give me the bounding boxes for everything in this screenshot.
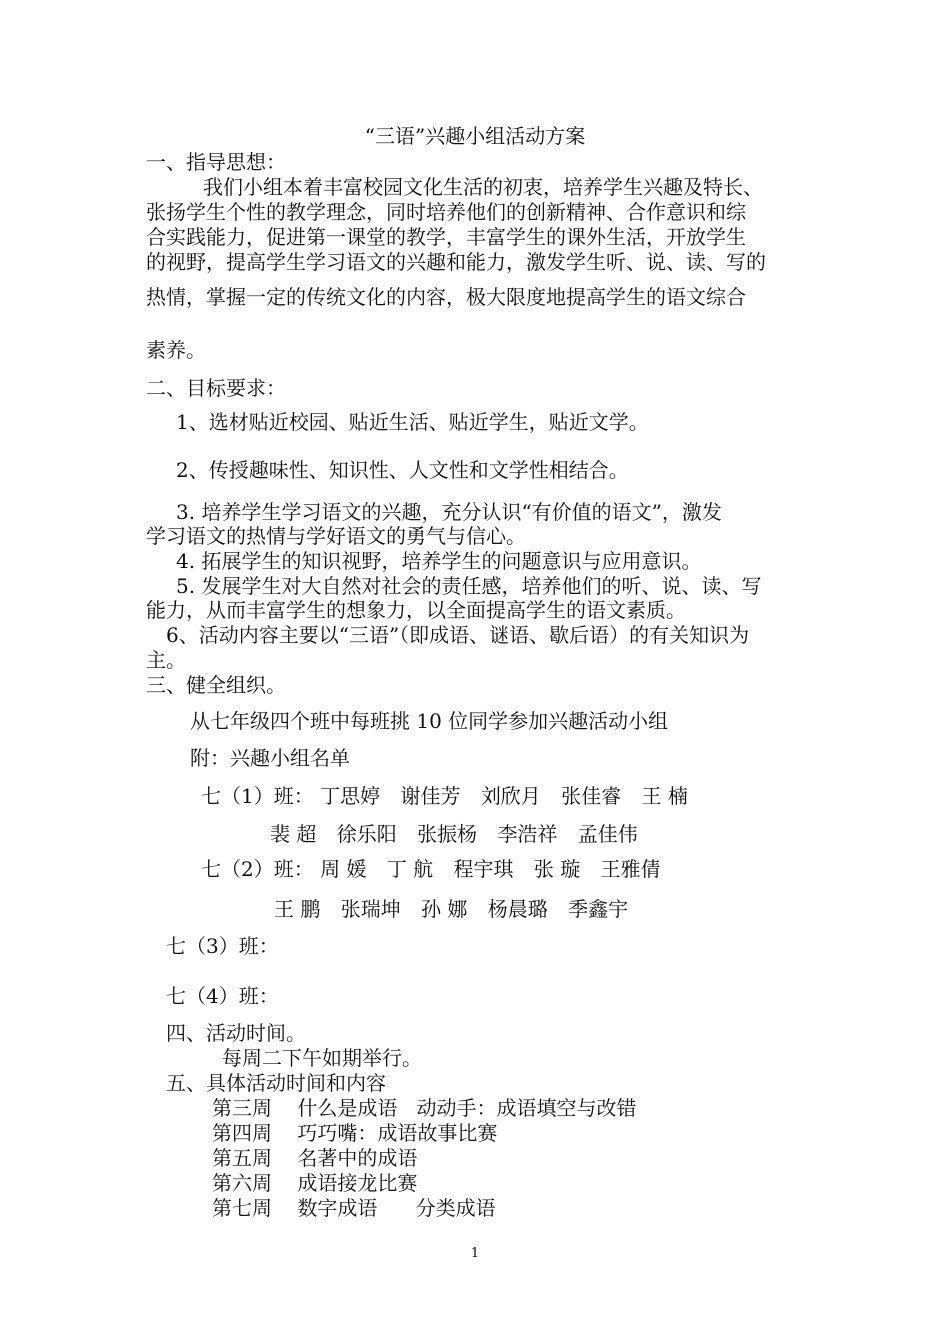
class-4-label: 七（4）班： <box>166 984 279 1008</box>
student-name: 裴 超 <box>270 822 317 846</box>
section-3-heading: 三、健全组织。 <box>146 673 286 697</box>
student-name: 孙 娜 <box>421 897 468 921</box>
student-name: 程宇琪 <box>453 857 514 881</box>
organization-intro: 从七年级四个班中每班挑 10 位同学参加兴趣活动小组 <box>190 709 669 733</box>
paragraph-line: 素养。 <box>146 338 206 362</box>
goal-item-cont: 主。 <box>146 648 186 672</box>
student-name: 谢佳芳 <box>400 784 461 808</box>
goal-item: 1、选材贴近校园、贴近生活、贴近学生，贴近文学。 <box>176 410 649 434</box>
section-5-heading: 五、具体活动时间和内容 <box>166 1071 386 1095</box>
goal-item-cont: 能力，从而丰富学生的想象力，以全面提高学生的语文素质。 <box>146 598 686 622</box>
activity-time-text: 每周二下午如期举行。 <box>222 1046 422 1070</box>
paragraph-line: 热情，掌握一定的传统文化的内容，极大限度地提高学生的语文综合 <box>146 285 746 309</box>
student-name: 季鑫宇 <box>568 897 629 921</box>
student-name: 张佳睿 <box>561 784 622 808</box>
page-number: 1 <box>470 1246 480 1261</box>
student-name: 张 璇 <box>533 857 581 881</box>
student-name: 周 媛 <box>320 857 367 881</box>
student-name: 刘欣月 <box>480 784 541 808</box>
goal-item: 3. 培养学生学习语文的兴趣，充分认识“有价值的语文”，激发 <box>176 500 722 524</box>
class-3-label: 七（3）班： <box>166 934 279 958</box>
paragraph-line: 我们小组本着丰富校园文化生活的初衷，培养学生兴趣及特长、 <box>203 175 763 199</box>
student-name: 徐乐阳 <box>336 822 397 846</box>
student-name: 孟佳伟 <box>577 822 638 846</box>
student-name: 李浩祥 <box>497 822 558 846</box>
paragraph-line: 张扬学生个性的教学理念，同时培养他们的创新精神、合作意识和综 <box>146 200 746 224</box>
section-4-heading: 四、活动时间。 <box>166 1021 306 1045</box>
goal-item: 4. 拓展学生的知识视野，培养学生的问题意识与应用意识。 <box>176 549 702 573</box>
class-1-row <box>201 784 688 808</box>
student-name: 王 楠 <box>641 784 688 808</box>
schedule-row: 第七周 数字成语 分类成语 <box>212 1196 496 1220</box>
schedule-row: 第四周 巧巧嘴：成语故事比赛 <box>212 1121 498 1145</box>
student-name: 张瑞坤 <box>340 897 401 921</box>
document-title: “三语”兴趣小组活动方案 <box>364 124 586 148</box>
class-1-label: 七（1）班： <box>201 784 314 808</box>
paragraph-line: 的视野，提高学生学习语文的兴趣和能力，激发学生听、说、读、写的 <box>146 250 766 274</box>
student-name: 王雅倩 <box>600 857 661 881</box>
class-2-row <box>201 857 661 881</box>
schedule-row: 第三周 什么是成语 动动手：成语填空与改错 <box>212 1096 637 1120</box>
class-2-row-2 <box>274 897 628 921</box>
student-name: 丁 航 <box>386 857 434 881</box>
student-name: 王 鹏 <box>274 897 321 921</box>
goal-item: 6、活动内容主要以“三语”（即成语、谜语、歇后语）的有关知识为 <box>166 623 750 647</box>
section-2-heading: 二、目标要求： <box>146 376 286 400</box>
goal-item: 2、传授趣味性、知识性、人文性和文学性相结合。 <box>176 458 629 482</box>
roster-note: 附：兴趣小组名单 <box>190 746 350 770</box>
student-name: 张振杨 <box>417 822 478 846</box>
section-1-heading: 一、指导思想： <box>146 150 286 174</box>
schedule-row: 第五周 名著中的成语 <box>212 1146 418 1170</box>
student-name: 杨晨璐 <box>487 897 548 921</box>
student-name: 丁思婷 <box>320 784 381 808</box>
schedule-row: 第六周 成语接龙比赛 <box>212 1171 418 1195</box>
goal-item-cont: 学习语文的热情与学好语文的勇气与信心。 <box>146 524 526 548</box>
paragraph-line: 合实践能力，促进第一课堂的教学，丰富学生的课外生活，开放学生 <box>146 225 746 249</box>
class-1-row-2 <box>270 822 638 846</box>
goal-item: 5. 发展学生对大自然对社会的责任感，培养他们的听、说、读、写 <box>176 574 762 598</box>
class-2-label: 七（2）班： <box>201 857 314 881</box>
